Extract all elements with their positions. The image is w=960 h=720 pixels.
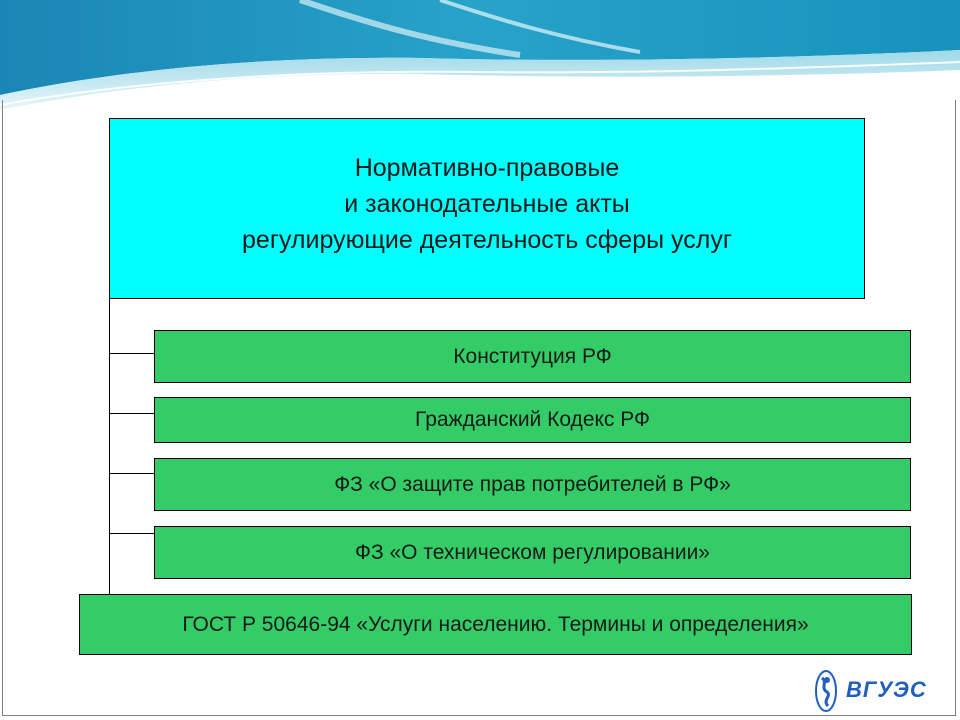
title-box (109, 118, 865, 299)
connector-act-4 (109, 533, 155, 534)
title-line-3: регулирующие деятельность сферы услуг (242, 225, 732, 254)
connector-act-1 (109, 353, 155, 354)
connector-act-2 (109, 413, 155, 414)
title-line-2: и законодательные акты (344, 189, 630, 218)
connector-act-3 (109, 473, 155, 474)
standard-label: ГОСТ Р 50646-94 «Услуги населению. Термины и определения» (182, 612, 809, 636)
act-box-technical-regulation-law (154, 526, 911, 579)
act-box-consumer-rights-law (154, 458, 911, 511)
act-label: ФЗ «О техническом регулировании» (355, 540, 710, 564)
logo (812, 668, 927, 714)
act-label: Гражданский Кодекс РФ (415, 408, 650, 431)
title-line-1: Нормативно-правовые (354, 153, 620, 182)
act-box-civil-code (154, 397, 911, 443)
standard-box-gost (79, 594, 912, 655)
logo-text: ВГУЭС (846, 677, 927, 702)
act-label: Конституция РФ (453, 344, 612, 368)
act-label: ФЗ «О защите прав потребителей в РФ» (334, 472, 731, 496)
connector-vertical (109, 299, 110, 595)
act-box-constitution (154, 330, 911, 383)
